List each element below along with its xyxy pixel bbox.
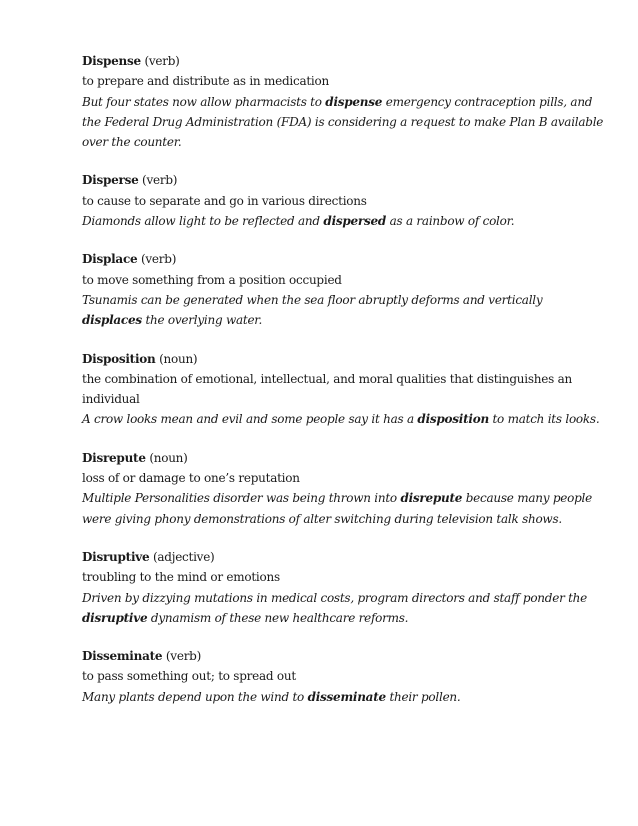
entry-word: Disposition (82, 351, 156, 366)
example-keyword: displaces (82, 313, 142, 328)
entry-heading (82, 349, 582, 369)
example-text: over the counter. (82, 135, 182, 150)
entry-definition: to prepare and distribute as in medication (82, 74, 329, 89)
part-of-speech: (verb) (144, 54, 180, 68)
example-keyword: disposition (417, 412, 489, 427)
example-text: as a rainbow of color. (386, 214, 515, 229)
example-keyword: disseminate (307, 689, 386, 704)
example-text: were giving phony demonstrations of alter switching during television talk shows. (82, 511, 562, 526)
entry-heading (82, 51, 582, 71)
example-text: Diamonds allow light to be reflected and (82, 214, 324, 229)
vocab-entry (82, 349, 600, 430)
entry-word: Displace (82, 252, 138, 267)
entry-example (82, 310, 582, 330)
entry-example (82, 132, 582, 152)
example-text: emergency contraception pills, and (382, 94, 593, 109)
example-text: dynamism of these new healthcare reforms. (147, 610, 409, 625)
entry-definition: to move something from a position occupied (82, 272, 342, 287)
entry-heading (82, 547, 582, 567)
entry-example (82, 588, 588, 608)
entry-definition: to pass something out; to spread out (82, 669, 296, 684)
entry-heading (82, 646, 582, 666)
part-of-speech: (verb) (165, 649, 202, 664)
entry-definition: loss of or damage to one’s reputation (82, 471, 300, 486)
example-keyword: disrepute (400, 491, 463, 506)
entry-example (82, 92, 593, 112)
entry-definition: individual (82, 392, 140, 407)
entry-heading (82, 249, 582, 269)
entry-example (82, 409, 600, 429)
entry-word: Dispense (82, 54, 141, 68)
entry-example (82, 211, 582, 231)
example-text: because many people (462, 491, 592, 506)
vocabulary-list (82, 51, 604, 725)
example-text: Multiple Personalities disorder was being thrown into (82, 491, 401, 506)
vocab-entry (82, 170, 582, 231)
example-text: their pollen. (385, 689, 461, 704)
vocab-entry (82, 249, 582, 330)
part-of-speech: (verb) (140, 252, 177, 267)
example-keyword: dispersed (323, 214, 387, 229)
example-keyword: dispense (325, 94, 383, 109)
example-text: Tsunamis can be generated when the sea floor abruptly deforms and vertically (82, 292, 543, 307)
example-text: Driven by dizzying mutations in medical costs, program directors and staff ponder the (82, 590, 588, 605)
example-text: the Federal Drug Administration (FDA) is considering a request to make Plan B available (82, 114, 604, 129)
entry-word: Disseminate (82, 649, 163, 664)
entry-definition: the combination of emotional, intellectual, and moral qualities that distinguishes an (82, 371, 572, 386)
example-text: to match its looks. (488, 412, 600, 427)
part-of-speech: (adjective) (152, 549, 215, 564)
part-of-speech: (noun) (159, 351, 198, 366)
example-text: Many plants depend upon the wind to (82, 689, 308, 704)
entry-definition: to cause to separate and go in various directions (82, 193, 367, 208)
entry-heading (82, 448, 582, 468)
example-text: But four states now allow pharmacists to (82, 94, 326, 109)
entry-example (82, 687, 582, 707)
example-text: the overlying water. (141, 313, 263, 328)
entry-example (82, 509, 582, 529)
entry-example (82, 608, 582, 628)
vocab-entry (82, 646, 582, 707)
entry-example (82, 290, 582, 310)
part-of-speech: (verb) (142, 173, 178, 188)
entry-example (82, 112, 604, 132)
entry-definition: troubling to the mind or emotions (82, 570, 280, 585)
vocab-entry (82, 51, 604, 152)
entry-example (82, 488, 592, 508)
entry-word: Disperse (82, 173, 139, 188)
vocab-entry (82, 547, 588, 628)
example-keyword: disruptive (82, 610, 148, 625)
example-text: A crow looks mean and evil and some people say it has a (82, 412, 418, 427)
entry-word: Disrepute (82, 450, 146, 465)
entry-word: Disruptive (82, 549, 150, 564)
entry-heading (82, 170, 582, 190)
vocab-entry (82, 448, 592, 529)
part-of-speech: (noun) (149, 450, 188, 465)
